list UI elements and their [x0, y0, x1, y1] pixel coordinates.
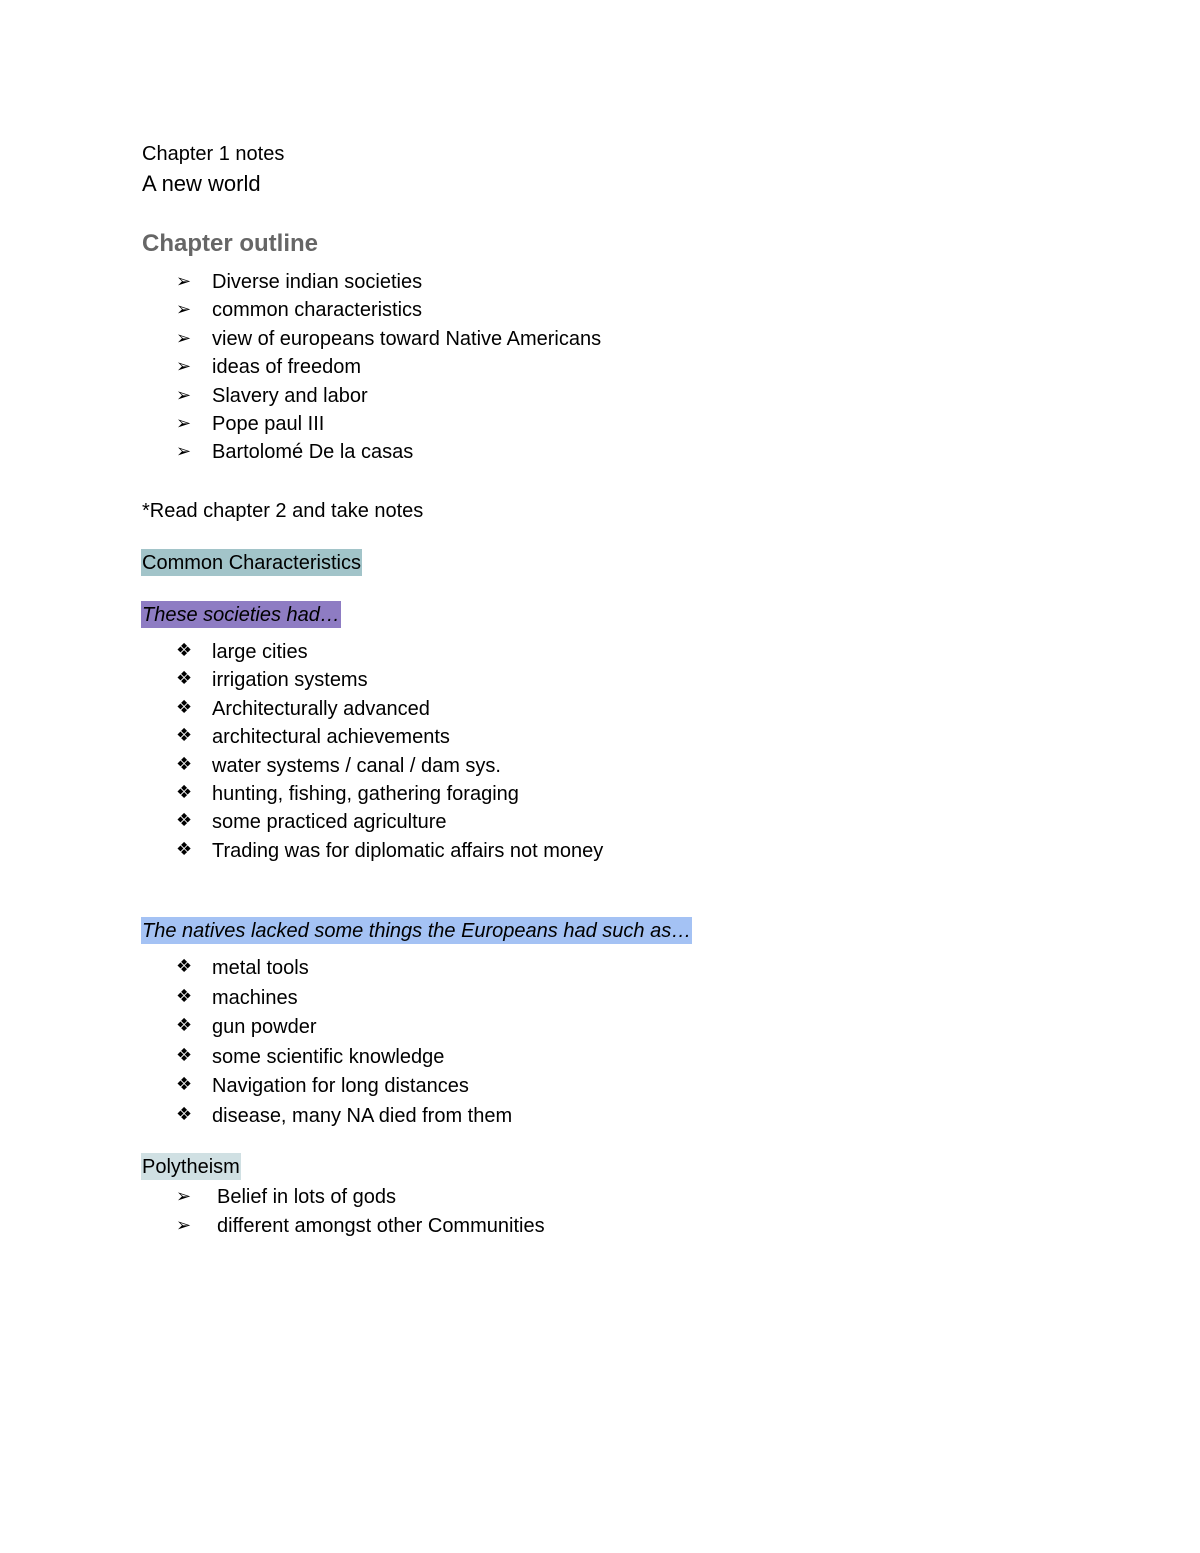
list-item: ➢ Slavery and labor — [176, 384, 368, 407]
diamond-bullet-icon: ❖ — [176, 1074, 193, 1096]
list-item: ❖ Architecturally advanced — [176, 696, 430, 720]
list-item: ➢ view of europeans toward Native Americans — [176, 327, 602, 350]
polytheism-list — [176, 1187, 545, 1245]
list-item: ❖ machines — [176, 985, 298, 1009]
diamond-bullet-icon: ❖ — [176, 753, 193, 775]
list-item: ❖ large cities — [176, 640, 308, 663]
diamond-bullet-icon: ❖ — [176, 985, 193, 1007]
diamond-bullet-icon: ❖ — [176, 696, 193, 718]
list-item: ❖ some scientific knowledge — [176, 1044, 445, 1068]
list-item: ❖ hunting, fishing, gathering foraging — [176, 781, 519, 805]
reminder-note: *Read chapter 2 and take notes — [142, 500, 424, 522]
diamond-bullet-icon: ❖ — [176, 1103, 193, 1125]
list-item: ❖ some practiced agriculture — [176, 810, 447, 834]
list-item: ❖ Navigation for long distances — [176, 1074, 469, 1098]
arrowhead-bullet-icon: ➢ — [176, 271, 192, 292]
list-item: ❖ metal tools — [176, 956, 309, 979]
document-title: Chapter 1 notes — [142, 143, 285, 165]
diamond-bullet-icon: ❖ — [176, 725, 193, 747]
diamond-bullet-icon: ❖ — [176, 838, 193, 860]
diamond-bullet-icon: ❖ — [176, 1015, 193, 1037]
arrowhead-bullet-icon: ➢ — [176, 327, 192, 349]
diamond-bullet-icon: ❖ — [176, 668, 193, 690]
list-item: ➢ common characteristics — [176, 299, 423, 322]
list-item: ❖ irrigation systems — [176, 668, 368, 692]
outline-heading: Chapter outline — [142, 230, 319, 257]
arrowhead-bullet-icon: ➢ — [176, 1186, 192, 1207]
arrowhead-bullet-icon: ➢ — [176, 356, 192, 378]
list-item: ➢ different amongst other Communities — [176, 1215, 545, 1237]
list-item: ❖ Trading was for diplomatic affairs not money — [176, 838, 604, 862]
diamond-bullet-icon: ❖ — [176, 1044, 193, 1066]
list-item: ➢ ideas of freedom — [176, 356, 361, 379]
lacked-list — [176, 958, 512, 1136]
document-subtitle: A new world — [142, 171, 261, 196]
list-item: ❖ disease, many NA died from them — [176, 1103, 513, 1127]
list-item: ➢ Belief in lots of gods — [176, 1186, 396, 1208]
characteristics-list — [176, 642, 603, 869]
common-characteristics-heading: Common Characteristics — [141, 549, 362, 576]
diamond-bullet-icon: ❖ — [176, 810, 193, 832]
list-item: ❖ water systems / canal / dam sys. — [176, 753, 501, 777]
common-characteristics-intro: These societies had… — [141, 601, 341, 628]
arrowhead-bullet-icon: ➢ — [176, 384, 192, 406]
polytheism-heading: Polytheism — [141, 1153, 241, 1180]
list-item: ➢ Diverse indian societies — [176, 271, 423, 293]
arrowhead-bullet-icon: ➢ — [176, 299, 192, 321]
arrowhead-bullet-icon: ➢ — [176, 412, 192, 434]
lacked-intro: The natives lacked some things the Europeans had such as… — [141, 917, 692, 944]
outline-list — [176, 272, 601, 471]
list-item: ❖ gun powder — [176, 1015, 317, 1039]
list-item: ➢ Pope paul III — [176, 412, 325, 435]
arrowhead-bullet-icon: ➢ — [176, 441, 192, 463]
list-item: ❖ architectural achievements — [176, 725, 450, 749]
arrowhead-bullet-icon: ➢ — [176, 1215, 192, 1236]
diamond-bullet-icon: ❖ — [176, 781, 193, 803]
diamond-bullet-icon: ❖ — [176, 640, 193, 661]
list-item: ➢ Bartolomé De la casas — [176, 441, 414, 464]
diamond-bullet-icon: ❖ — [176, 956, 193, 977]
